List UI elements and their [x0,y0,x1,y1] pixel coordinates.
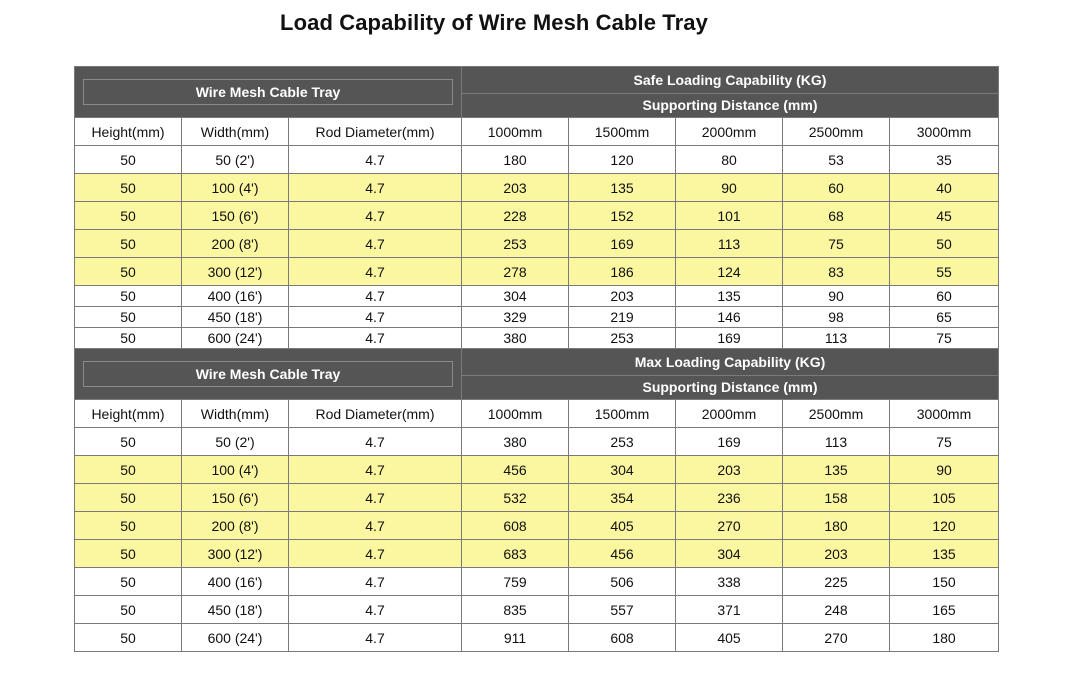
table-cell: 4.7 [289,286,462,307]
table-row [75,512,999,540]
column-header: 1000mm [462,118,569,146]
table-cell: 4.7 [289,202,462,230]
table-cell: 400 (16') [182,286,289,307]
table-cell: 304 [676,540,783,568]
table-cell: 203 [569,286,676,307]
table-cell: 253 [569,328,676,349]
table-cell: 50 [75,328,182,349]
column-header: 2500mm [783,118,890,146]
table-cell: 450 (18') [182,307,289,328]
table-cell: 90 [890,456,999,484]
tray-header [75,349,462,400]
table-cell: 169 [676,328,783,349]
table-cell: 124 [676,258,783,286]
table-cell: 219 [569,307,676,328]
table-cell: 50 [75,512,182,540]
table-cell: 253 [462,230,569,258]
column-header: 3000mm [890,400,999,428]
table-cell: 600 (24') [182,328,289,349]
table-cell: 300 (12') [182,540,289,568]
table-cell: 304 [462,286,569,307]
table-cell: 158 [783,484,890,512]
table-cell: 169 [676,428,783,456]
table-cell: 35 [890,146,999,174]
table-cell: 98 [783,307,890,328]
table-row [75,428,999,456]
table-cell: 50 [75,258,182,286]
table-cell: 75 [783,230,890,258]
table-cell: 150 (6') [182,484,289,512]
table-cell: 90 [676,174,783,202]
table-cell: 45 [890,202,999,230]
table-cell: 759 [462,568,569,596]
section-header [75,349,999,376]
table-cell: 120 [890,512,999,540]
table-cell: 60 [783,174,890,202]
table-cell: 4.7 [289,174,462,202]
capability-header: Max Loading Capability (KG) [462,349,999,376]
table-cell: 304 [569,456,676,484]
table-cell: 248 [783,596,890,624]
table-row [75,568,999,596]
table-cell: 835 [462,596,569,624]
table-row [75,146,999,174]
table-cell: 113 [783,428,890,456]
table-cell: 53 [783,146,890,174]
table-cell: 225 [783,568,890,596]
table-row [75,230,999,258]
table-cell: 80 [676,146,783,174]
table-cell: 405 [676,624,783,652]
table-row [75,258,999,286]
distance-header: Supporting Distance (mm) [462,93,999,117]
table-row [75,307,999,328]
table-cell: 557 [569,596,676,624]
table-cell: 180 [783,512,890,540]
column-header: 2000mm [676,118,783,146]
table-cell: 50 (2') [182,428,289,456]
table-cell: 4.7 [289,328,462,349]
table-cell: 456 [462,456,569,484]
table-cell: 50 [75,286,182,307]
table-cell: 135 [676,286,783,307]
table-cell: 135 [569,174,676,202]
table-cell: 338 [676,568,783,596]
table-cell: 600 (24') [182,624,289,652]
table-cell: 50 [75,596,182,624]
table-cell: 329 [462,307,569,328]
table-cell: 113 [783,328,890,349]
table-cell: 228 [462,202,569,230]
table-cell: 50 [75,484,182,512]
table-cell: 270 [676,512,783,540]
table-cell: 50 [75,624,182,652]
table-cell: 165 [890,596,999,624]
table-cell: 4.7 [289,624,462,652]
table-cell: 450 (18') [182,596,289,624]
table-cell: 608 [462,512,569,540]
table-cell: 4.7 [289,456,462,484]
table-row [75,328,999,349]
table-cell: 236 [676,484,783,512]
table-cell: 186 [569,258,676,286]
table-cell: 55 [890,258,999,286]
table-cell: 405 [569,512,676,540]
column-header: 1500mm [569,118,676,146]
table-cell: 90 [783,286,890,307]
table-cell: 203 [462,174,569,202]
table-cell: 105 [890,484,999,512]
column-header: Height(mm) [75,400,182,428]
column-header: 2000mm [676,400,783,428]
table-cell: 380 [462,328,569,349]
column-header: Rod Diameter(mm) [289,400,462,428]
table-cell: 4.7 [289,512,462,540]
table-cell: 150 (6') [182,202,289,230]
table-cell: 180 [462,146,569,174]
column-header: 3000mm [890,118,999,146]
load-capability-table [74,66,999,652]
table-cell: 101 [676,202,783,230]
column-header: Rod Diameter(mm) [289,118,462,146]
table-cell: 135 [783,456,890,484]
table-cell: 50 [75,568,182,596]
table-cell: 354 [569,484,676,512]
column-header: Width(mm) [182,118,289,146]
table-cell: 150 [890,568,999,596]
table-cell: 50 [75,456,182,484]
table-row [75,624,999,652]
column-header: Height(mm) [75,118,182,146]
tray-header [75,67,462,118]
table-row [75,202,999,230]
column-header-row [75,400,999,428]
table-cell: 83 [783,258,890,286]
table-cell: 532 [462,484,569,512]
table-cell: 68 [783,202,890,230]
table-cell: 60 [890,286,999,307]
table-cell: 278 [462,258,569,286]
distance-header: Supporting Distance (mm) [462,375,999,399]
table-cell: 50 [75,428,182,456]
table-cell: 180 [890,624,999,652]
table-cell: 380 [462,428,569,456]
tray-header-label: Wire Mesh Cable Tray [83,361,453,387]
table-cell: 65 [890,307,999,328]
table-cell: 50 [75,307,182,328]
table-row [75,484,999,512]
table-cell: 50 [75,146,182,174]
table-cell: 40 [890,174,999,202]
table-row [75,174,999,202]
table-cell: 400 (16') [182,568,289,596]
table-cell: 75 [890,428,999,456]
table-cell: 50 [75,202,182,230]
table-cell: 50 [75,174,182,202]
table-row [75,286,999,307]
table-cell: 371 [676,596,783,624]
table-cell: 152 [569,202,676,230]
table-cell: 203 [783,540,890,568]
section-header [75,67,999,94]
table-cell: 50 [890,230,999,258]
table-cell: 506 [569,568,676,596]
table-cell: 200 (8') [182,230,289,258]
table-cell: 113 [676,230,783,258]
table-cell: 146 [676,307,783,328]
table-cell: 50 (2') [182,146,289,174]
table-cell: 169 [569,230,676,258]
table-cell: 300 (12') [182,258,289,286]
table-cell: 4.7 [289,230,462,258]
table-cell: 75 [890,328,999,349]
table-row [75,596,999,624]
table-cell: 911 [462,624,569,652]
table-cell: 100 (4') [182,174,289,202]
tray-header-label: Wire Mesh Cable Tray [83,79,453,105]
table-cell: 50 [75,540,182,568]
table-cell: 4.7 [289,428,462,456]
table-row [75,540,999,568]
table-cell: 4.7 [289,258,462,286]
table-cell: 4.7 [289,568,462,596]
table-cell: 4.7 [289,146,462,174]
table-cell: 4.7 [289,484,462,512]
table-cell: 608 [569,624,676,652]
column-header: 2500mm [783,400,890,428]
table-cell: 270 [783,624,890,652]
page-title: Load Capability of Wire Mesh Cable Tray [280,10,708,35]
table-cell: 120 [569,146,676,174]
column-header-row [75,118,999,146]
table-cell: 4.7 [289,540,462,568]
table-cell: 200 (8') [182,512,289,540]
table-cell: 683 [462,540,569,568]
table-cell: 456 [569,540,676,568]
column-header: 1000mm [462,400,569,428]
capability-header: Safe Loading Capability (KG) [462,67,999,94]
table-cell: 50 [75,230,182,258]
column-header: Width(mm) [182,400,289,428]
table-cell: 100 (4') [182,456,289,484]
table-cell: 203 [676,456,783,484]
table-cell: 135 [890,540,999,568]
column-header: 1500mm [569,400,676,428]
table-cell: 4.7 [289,596,462,624]
table-row [75,456,999,484]
table-cell: 253 [569,428,676,456]
table-cell: 4.7 [289,307,462,328]
